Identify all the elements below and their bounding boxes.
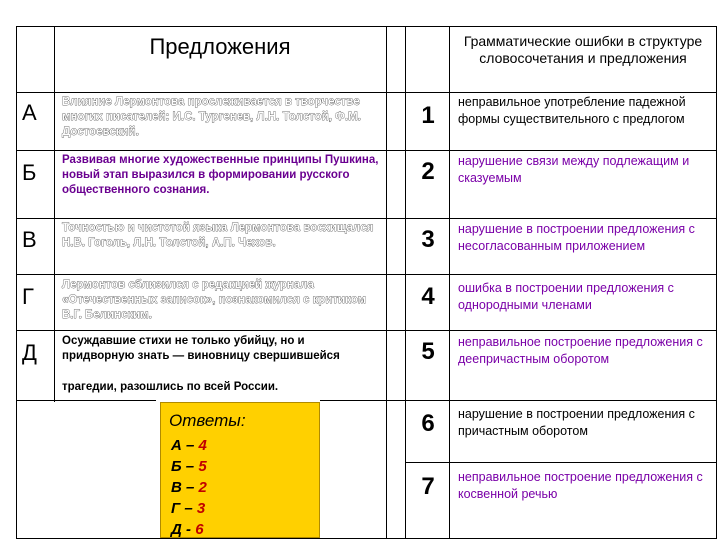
row-letter: Д	[22, 340, 37, 365]
row-letter: В	[22, 227, 37, 252]
row-letter: Г	[22, 284, 34, 309]
error-text: неправильное построение предложения с деепричастным оборотом	[458, 335, 703, 366]
grid-line	[386, 26, 387, 539]
error-number: 4	[421, 283, 435, 310]
sentence-text: Развивая многие художественные принципы Пушкина, новый этап выразился в формировании русского общественного сознания.	[62, 154, 379, 196]
grid-line	[405, 462, 716, 463]
sentence-text: Точностью и чистотой языка Лермонтова восхищался Н.В. Гоголь, Л.Н. Толстой, А.П. Чехов.	[62, 222, 374, 249]
answer-item: Г – 3	[171, 500, 206, 517]
grid-line	[16, 150, 716, 151]
grid-line	[16, 218, 716, 219]
grid-line	[320, 400, 716, 401]
error-number: 3	[421, 226, 435, 253]
error-text: нарушение связи между подлежащим и сказуемым	[458, 154, 690, 185]
row-letter: А	[22, 100, 37, 125]
answers-box	[160, 402, 320, 538]
grid-line	[16, 92, 716, 93]
answers-title: Ответы:	[169, 411, 246, 430]
error-text: нарушение в построении предложения с несогласованным приложением	[458, 222, 695, 253]
sentence-text: Лермонтов сблизился с редакцией журнала «Отечественных записок», познакомился с критиком В.Г. Белинским.	[62, 279, 367, 321]
grid-line	[16, 330, 716, 331]
error-text: неправильное построение предложения с косвенной речью	[458, 470, 703, 501]
grid-line-top	[16, 26, 716, 27]
error-text: ошибка в построении предложения с однородными членами	[458, 281, 674, 312]
answers-list	[171, 435, 311, 540]
errors-header: Грамматические ошибки в структуре словосочетания и предложения	[463, 33, 703, 66]
error-text: нарушение в построении предложения с причастным оборотом	[458, 407, 695, 438]
sentence-text: Влияние Лермонтова прослеживается в творчестве многих писателей: И.С. Тургенев, Л.Н. Толстой, Ф.М. Достоевский.	[62, 96, 361, 138]
error-text: неправильное употребление падежной формы существительного с предлогом	[458, 95, 686, 126]
answer-item: Б – 5	[171, 458, 207, 475]
grid-line-right	[716, 26, 717, 539]
sentence-continuation: трагедии, разошлись по всей России.	[62, 381, 279, 393]
answer-item: В – 2	[171, 479, 207, 496]
error-number: 7	[421, 473, 435, 500]
error-number: 2	[421, 158, 435, 185]
grid-line	[449, 26, 450, 539]
answer-item: А – 4	[171, 437, 207, 454]
sentences-header: Предложения	[149, 34, 291, 59]
row-letter: Б	[22, 160, 37, 185]
error-number: 6	[421, 410, 435, 437]
error-number: 1	[421, 102, 435, 129]
grid-line	[16, 274, 716, 275]
error-number: 5	[421, 338, 435, 365]
sentence-text: Осуждавшие стихи не только убийцу, но и придворную знать — виновницу свершившейся	[62, 335, 340, 362]
grid-line	[405, 26, 406, 539]
grid-line-left	[16, 26, 17, 539]
grid-line	[16, 400, 156, 401]
answer-item: Д - 6	[171, 521, 204, 538]
grid-line-bottom	[16, 538, 716, 539]
grid-line	[54, 26, 55, 402]
